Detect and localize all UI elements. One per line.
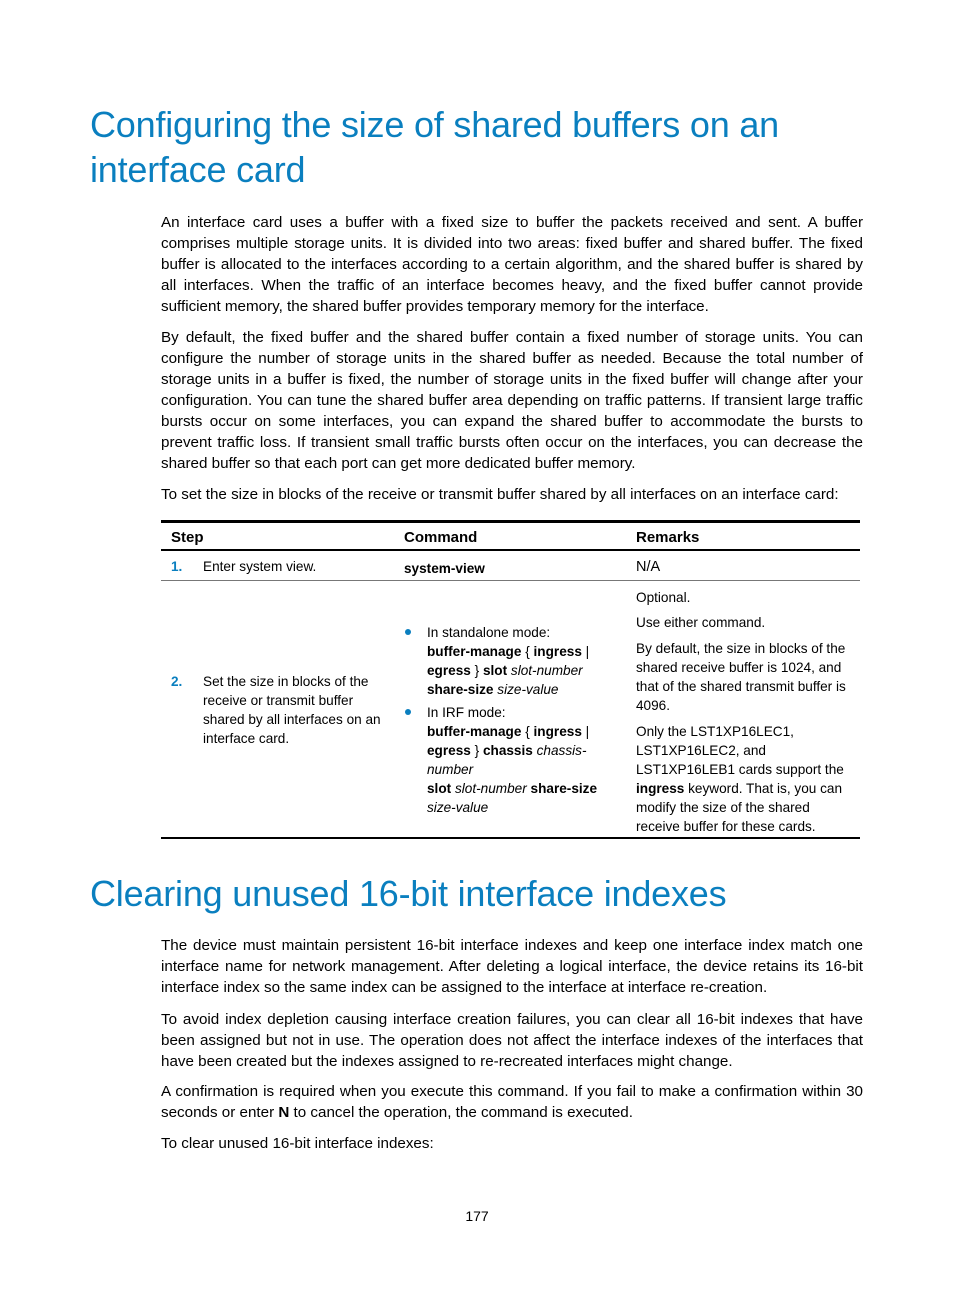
irf-command-line-2: egress } chassis chassis-number	[427, 743, 587, 777]
remarks-line: LST1XP16LEB1 cards support the	[636, 762, 844, 777]
irf-command-line-3: slot slot-number share-size	[427, 781, 598, 796]
header-step: Step	[171, 529, 204, 546]
remarks-line: that of the shared transmit buffer is	[636, 679, 846, 694]
remarks-either: Use either command.	[636, 615, 766, 630]
remarks-optional: Optional.	[636, 590, 691, 605]
heading-line-1: Configuring the size of shared buffers on an	[90, 104, 779, 145]
table-header-rule	[161, 549, 860, 551]
table-row-rule	[161, 580, 860, 581]
irf-command-line-4: size-value	[427, 800, 489, 815]
remarks-line: 4096.	[636, 698, 671, 713]
paragraph-buffer-default: By default, the fixed buffer and the shared buffer contain a fixed number of storage units. You can configure the number of storage units in the shared buffer as needed. Because the total number of storage units in a buffer is fixed, the number of storage units in the fixed buffer will change after your configuration. You can tune the shared buffer area depending on traffic patterns. If transient large traffic bursts occur on some interfaces, you can expand the shared buffer to accommodate the bursts to prevent traffic loss. If transient small traffic bursts often occur on the interfaces, you can decrease the shared buffer so that each port can get more dedicated buffer memory.	[161, 329, 863, 472]
paragraph-index-intro: The device must maintain persistent 16-bit interface indexes and keep one interface index match one interface name for network management. After deleting a logical interface, the device retains its 16-bit interface index so the same index can be assigned to the interface at interface re-creation.	[161, 937, 863, 996]
irf-label: In IRF mode:	[427, 705, 506, 720]
heading-line-2: interface card	[90, 149, 306, 190]
remarks-line: shared receive buffer is 1024, and	[636, 660, 842, 675]
remarks-line: By default, the size in blocks of the	[636, 641, 846, 656]
section-heading-interface-indexes: Clearing unused 16-bit interface indexes	[90, 873, 727, 914]
step-number-1: 1.	[171, 559, 183, 574]
remarks-row-2	[636, 588, 856, 836]
command-system-view: system-view	[404, 561, 485, 576]
remarks-line: LST1XP16LEC2, and	[636, 743, 766, 758]
header-remarks: Remarks	[636, 529, 700, 546]
section-heading-shared-buffers	[90, 102, 890, 192]
step-line: shared by all interfaces on an	[203, 712, 381, 727]
step-number-2: 2.	[171, 674, 183, 689]
page-number: 177	[465, 1208, 489, 1224]
remarks-only-cards	[636, 722, 856, 836]
paragraph-index-task: To clear unused 16-bit interface indexes:	[161, 1135, 434, 1152]
table-bottom-rule	[161, 837, 860, 839]
bullet-icon	[405, 709, 411, 715]
step-description-2	[203, 672, 381, 748]
standalone-label: In standalone mode:	[427, 625, 551, 640]
standalone-command-line-3: share-size size-value	[427, 682, 559, 697]
standalone-command-line-2: egress } slot slot-number	[427, 663, 583, 678]
remarks-line: modify the size of the shared	[636, 800, 810, 815]
remarks-line: ingress keyword. That is, you can	[636, 781, 843, 796]
irf-command-line-1: buffer-manage { ingress |	[427, 724, 590, 739]
remarks-line: receive buffer for these cards.	[636, 819, 816, 834]
remarks-line: Only the LST1XP16LEC1,	[636, 724, 794, 739]
paragraph-confirmation: A confirmation is required when you execute this command. If you fail to make a confirmation within 30 seconds or enter N to cancel the operation, the command is executed.	[161, 1083, 863, 1121]
table-top-rule	[161, 520, 860, 523]
standalone-command-line-1: buffer-manage { ingress |	[427, 644, 590, 659]
step-line: interface card.	[203, 731, 290, 746]
step-description-1: Enter system view.	[203, 559, 317, 574]
paragraph-buffer-task: To set the size in blocks of the receive or transmit buffer shared by all interfaces on an interface card:	[161, 486, 839, 503]
paragraph-buffer-intro: An interface card uses a buffer with a fixed size to buffer the packets received and sent. A buffer comprises multiple storage units. It is divided into two areas: fixed buffer and shared buffer. The fixed buffer is allocated to the interfaces according to a certain algorithm, and the shared buffer is shared by all interfaces. When the traffic of an interface becomes heavy, and the fixed buffer cannot provide sufficient memory, the shared buffer provides temporary memory for the interface.	[161, 214, 863, 315]
paragraph-index-depletion: To avoid index depletion causing interface creation failures, you can clear all 16-bit indexes that have been assigned but not in use. The operation does not affect the interface indexes of the interfaces that have been created but the indexes assigned to re-recreated interfaces might change.	[161, 1011, 863, 1070]
command-irf	[427, 703, 632, 817]
command-standalone	[427, 623, 627, 699]
remarks-row-1: N/A	[636, 559, 661, 575]
step-line: Set the size in blocks of the	[203, 674, 369, 689]
remarks-default	[636, 639, 856, 715]
header-command: Command	[404, 529, 478, 546]
step-line: receive or transmit buffer	[203, 693, 354, 708]
bullet-icon	[405, 629, 411, 635]
